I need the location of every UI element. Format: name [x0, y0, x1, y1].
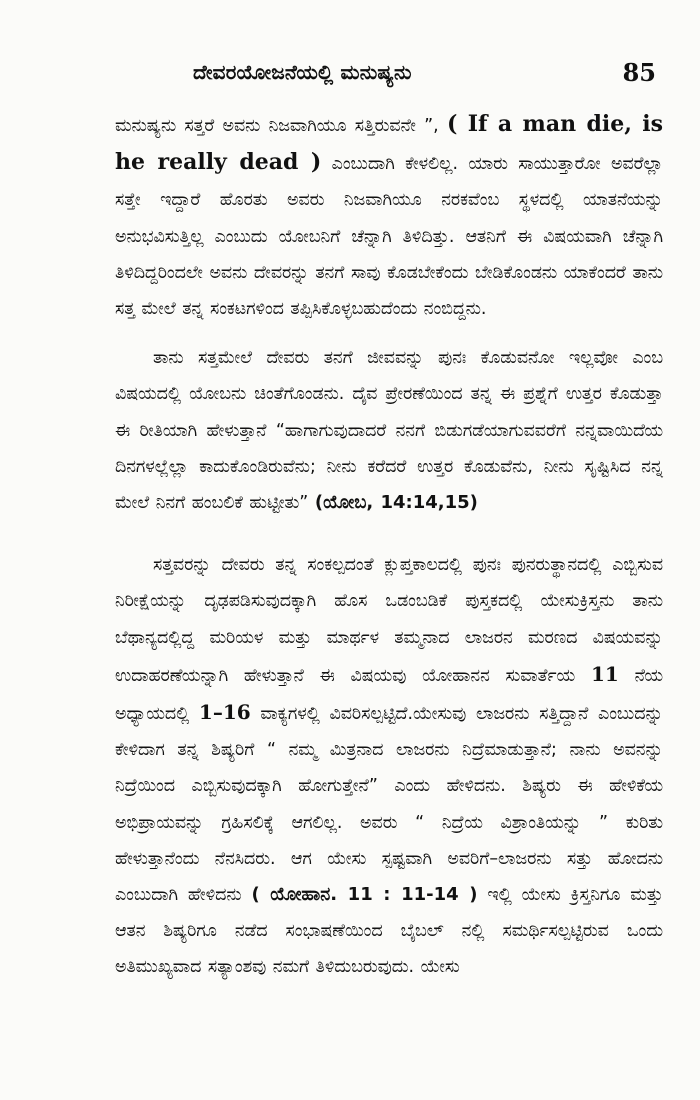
verse-range: 1–16 — [198, 700, 251, 725]
paragraph-3-text-d: ಇಲ್ಲಿ ಯೇಸು ಕ್ರಿಸ್ತನಿಗೂ ಮತ್ತು ಆತನ ಶಿಷ್ಯರಿಗೂ ನಡೆದ ಸಂಭಾಷಣೆಯಿಂದ ಬೈಬಲ್ ನಲ್ಲಿ ಸಮರ್ಥಿಸಲ್ಪಟ್ಟಿರುವ ಒಂದು ಅತಿಮುಖ್ಯವಾದ ಸತ್ಯಾಂಶವು ನಮಗೆ ತಿಳಿದುಬರುವುದು. ಯೇಸು — [115, 885, 663, 978]
paragraph-1 — [115, 106, 663, 327]
scripture-reference-job: (ಯೋಬ, 14:14,15) — [314, 492, 478, 514]
paragraph-3-text-c: ವಾಕ್ಯಗಳಲ್ಲಿ ವಿವರಿಸಲ್ಪಟ್ಟಿದೆ.ಯೇಸುವು ಲಾಜರನು ಸತ್ತಿದ್ದಾನೆ ಎಂಬುದನ್ನು ಕೇಳಿದಾಗ ತನ್ನ ಶಿಷ್ಯರಿಗೆ “ ನಮ್ಮ ಮಿತ್ರನಾದ ಲಾಜರನು ನಿದ್ರೆಮಾಡುತ್ತಾನೆ; ನಾನು ಅವನನ್ನು ನಿದ್ರೆಯಿಂದ ಎಬ್ಬಿಸುವುದಕ್ಕಾಗಿ ಹೋಗುತ್ತೇನೆ” ಎಂದು ಹೇಳಿದನು. ಶಿಷ್ಯರು ಈ ಹೇಳಿಕೆಯ ಅಭಿಪ್ರಾಯವನ್ನು ಗ್ರಹಿಸಲಿಕ್ಕೆ ಆಗಲಿಲ್ಲ. ಅವರು “ ನಿದ್ರೆಯ ವಿಶ್ರಾಂತಿಯನ್ನು ” ಕುರಿತು ಹೇಳುತ್ತಾನೆಂದು ನೆನಸಿದರು. ಆಗ ಯೇಸು ಸ್ಪಷ್ಟವಾಗಿ ಅವರಿಗೆ–ಲಾಜರನು ಸತ್ತು ಹೋದನು ಎಂಬುದಾಗಿ ಹೇಳಿದನು — [115, 704, 663, 906]
paragraph-1-text-a: ಮನುಷ್ಯನು ಸತ್ತರೆ ಅವನು ನಿಜವಾಗಿಯೂ ಸತ್ತಿರುವನೇ ”, — [115, 116, 447, 136]
chapter-number: 11 — [590, 661, 619, 686]
scripture-reference-john: ( ಯೋಹಾನ. 11 : 11-14 ) — [251, 884, 478, 906]
english-quote: ( If a man die, is he really dead ) — [115, 111, 663, 176]
paragraph-2 — [115, 340, 663, 521]
page-number: 85 — [622, 58, 656, 87]
paragraph-3 — [115, 547, 663, 985]
paragraph-1-text-b: ಎಂಬುದಾಗಿ ಕೇಳಲಿಲ್ಲ. ಯಾರು ಸಾಯುತ್ತಾರೋ ಅವರೆಲ್ಲಾ ಸತ್ತೇ ಇದ್ದಾರೆ ಹೊರತು ಅವರು ನಿಜವಾಗಿಯೂ ನರಕವೆಂಬ ಸ್ಥಳದಲ್ಲಿ ಯಾತನೆಯನ್ನು ಅನುಭವಿಸುತ್ತಿಲ್ಲ ಎಂಬುದು ಯೋಬನಿಗೆ ಚೆನ್ನಾಗಿ ತಿಳಿದಿತ್ತು. ಆತನಿಗೆ ಈ ವಿಷಯವಾಗಿ ಚೆನ್ನಾಗಿ ತಿಳಿದಿದ್ದರಿಂದಲೇ ಅವನು ದೇವರನ್ನು ತನಗೆ ಸಾವು ಕೊಡಬೇಕೆಂದು ಬೇಡಿಕೊಂಡನು ಯಾಕೆಂದರೆ ತಾನು ಸತ್ತ ಮೇಲೆ ತನ್ನ ಸಂಕಟಗಳಿಂದ ತಪ್ಪಿಸಿಕೊಳ್ಳಬಹುದೆಂದು ನಂಬಿದ್ದನು. — [115, 154, 663, 320]
page-header — [115, 58, 660, 92]
paragraph-3-text-a: ಸತ್ತವರನ್ನು ದೇವರು ತನ್ನ ಸಂಕಲ್ಪದಂತೆ ಕ್ಲುಪ್ತಕಾಲದಲ್ಲಿ ಪುನಃ ಪುನರುತ್ಥಾನದಲ್ಲಿ ಎಬ್ಬಿಸುವ ನಿರೀಕ್ಷೆಯನ್ನು ದೃಢಪಡಿಸುವುದಕ್ಕಾಗಿ ಹೊಸ ಒಡಂಬಡಿಕೆ ಪುಸ್ತಕದಲ್ಲಿ ಯೇಸುಕ್ರಿಸ್ತನು ತಾನು ಬೆಥಾನ್ಯದಲ್ಲಿದ್ದ ಮರಿಯಳ ಮತ್ತು ಮಾರ್ಥಳ ತಮ್ಮನಾದ ಲಾಜರನ ಮರಣದ ವಿಷಯವನ್ನು ಉದಾಹರಣೆಯನ್ನಾಗಿ ಹೇಳುತ್ತಾನೆ ಈ ವಿಷಯವು ಯೋಹಾನನ ಸುವಾರ್ತೆಯ — [115, 555, 663, 686]
paragraph-2-text: ತಾನು ಸತ್ತಮೇಲೆ ದೇವರು ತನಗೆ ಜೀವವನ್ನು ಪುನಃ ಕೊಡುವನೋ ಇಲ್ಲವೋ ಎಂಬ ವಿಷಯದಲ್ಲಿ ಯೋಬನು ಚಿಂತೆಗೊಂಡನು. ದೈವ ಪ್ರೇರಣೆಯಿಂದ ತನ್ನ ಈ ಪ್ರಶ್ನೆಗೆ ಉತ್ತರ ಕೊಡುತ್ತಾ ಈ ರೀತಿಯಾಗಿ ಹೇಳುತ್ತಾನೆ “ಹಾಗಾಗುವುದಾದರೆ ನನಗೆ ಬಿಡುಗಡೆಯಾಗುವವರೆಗೆ ನನ್ನವಾಯಿದೆಯ ದಿನಗಳಲ್ಲೆಲ್ಲಾ ಕಾದುಕೊಂಡಿರುವೆನು; ನೀನು ಕರೆದರೆ ಉತ್ತರ ಕೊಡುವೆನು, ನೀನು ಸೃಷ್ಟಿಸಿದ ನನ್ನ ಮೇಲೆ ನಿನಗೆ ಹಂಬಲಿಕೆ ಹುಟ್ಟೀತು” — [115, 348, 663, 514]
paragraph-3-text-b: ನೆಯ ಅಧ್ಯಾಯದಲ್ಲಿ — [115, 665, 664, 725]
running-title: ದೇವರಯೋಜನೆಯಲ್ಲಿ ಮನುಷ್ಯನು — [193, 60, 412, 84]
body-text — [115, 106, 663, 986]
